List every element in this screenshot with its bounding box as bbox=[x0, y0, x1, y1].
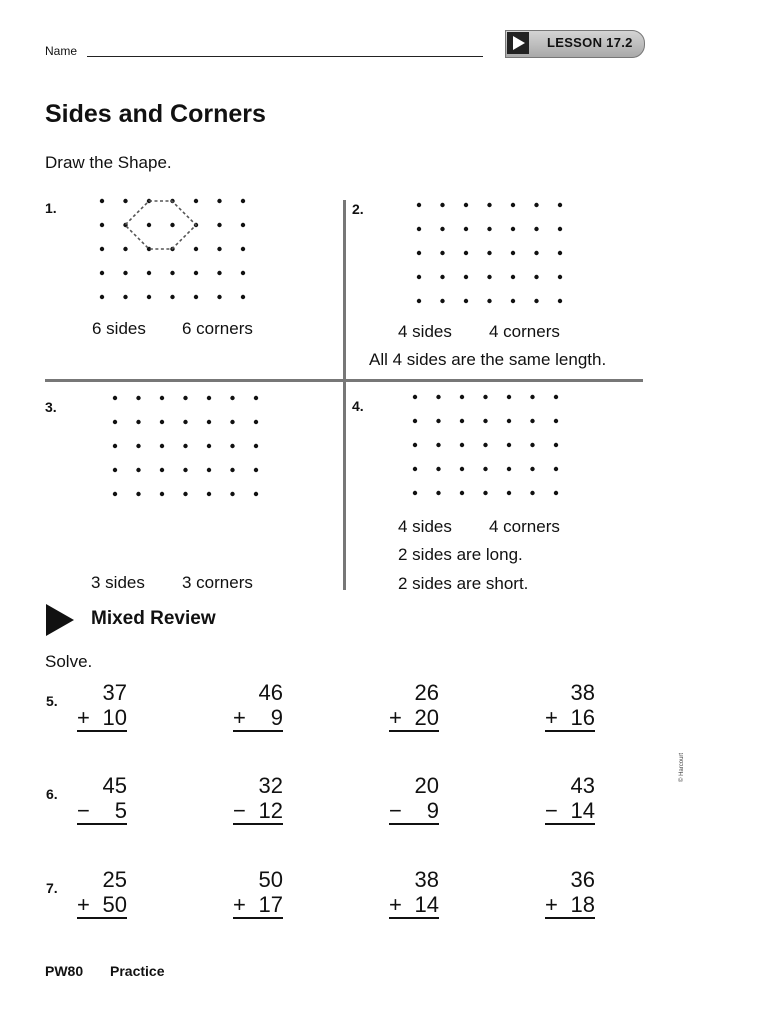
grid-dot bbox=[417, 299, 421, 303]
operator: + bbox=[545, 705, 558, 730]
answer-line bbox=[545, 705, 595, 732]
grid-dot bbox=[183, 420, 187, 424]
arithmetic-problem[interactable] bbox=[47, 680, 127, 732]
grid-dot bbox=[230, 468, 234, 472]
grid-dot bbox=[436, 491, 440, 495]
grid-dot bbox=[483, 395, 487, 399]
grid-dot bbox=[417, 275, 421, 279]
grid-dot bbox=[183, 492, 187, 496]
copyright: © Harcourt bbox=[679, 752, 685, 782]
dot-grid-1[interactable] bbox=[98, 197, 253, 303]
answer-line bbox=[545, 798, 595, 825]
problem-bottom-number: 10 bbox=[102, 705, 127, 730]
grid-dot bbox=[147, 271, 151, 275]
grid-dot bbox=[254, 420, 258, 424]
operator: + bbox=[77, 892, 90, 917]
grid-dot bbox=[530, 395, 534, 399]
grid-dot bbox=[136, 420, 140, 424]
grid-dot bbox=[160, 420, 164, 424]
divider-horizontal bbox=[45, 379, 643, 382]
grid-dot bbox=[194, 247, 198, 251]
problem-bottom-number: 14 bbox=[570, 798, 595, 823]
grid-dot bbox=[100, 199, 104, 203]
divider-vertical bbox=[343, 200, 346, 590]
page-title: Sides and Corners bbox=[45, 100, 266, 128]
arithmetic-problem[interactable] bbox=[515, 680, 595, 732]
grid-dot bbox=[113, 396, 117, 400]
arithmetic-problem[interactable] bbox=[515, 773, 595, 825]
grid-dot bbox=[113, 420, 117, 424]
grid-dot bbox=[464, 203, 468, 207]
problem-2-number: 2. bbox=[352, 201, 364, 217]
arithmetic-problem[interactable] bbox=[359, 773, 439, 825]
arithmetic-problem[interactable] bbox=[203, 773, 283, 825]
problem-2-hint: All 4 sides are the same length. bbox=[369, 350, 607, 369]
answer-line bbox=[77, 798, 127, 825]
grid-dot bbox=[511, 227, 515, 231]
review-row-number: 6. bbox=[46, 786, 58, 802]
grid-dot bbox=[530, 467, 534, 471]
grid-dot bbox=[507, 395, 511, 399]
operator: + bbox=[545, 892, 558, 917]
grid-dot bbox=[230, 492, 234, 496]
grid-dot bbox=[217, 271, 221, 275]
mixed-review-title: Mixed Review bbox=[91, 608, 216, 629]
grid-dot bbox=[507, 491, 511, 495]
grid-dot bbox=[507, 443, 511, 447]
grid-dot bbox=[123, 199, 127, 203]
grid-dot bbox=[487, 251, 491, 255]
problem-top-number: 38 bbox=[414, 867, 439, 892]
arithmetic-problem[interactable] bbox=[359, 867, 439, 919]
answer-line bbox=[77, 892, 127, 919]
grid-dot bbox=[440, 299, 444, 303]
dot-grid-2[interactable] bbox=[415, 201, 567, 307]
grid-dot bbox=[160, 444, 164, 448]
problem-4-hint-short: 2 sides are short. bbox=[398, 574, 529, 593]
grid-dot bbox=[440, 251, 444, 255]
problem-top-number: 43 bbox=[570, 773, 595, 798]
grid-dot bbox=[487, 227, 491, 231]
grid-dot bbox=[558, 203, 562, 207]
grid-dot bbox=[534, 275, 538, 279]
grid-dot bbox=[100, 295, 104, 299]
grid-dot bbox=[413, 419, 417, 423]
arithmetic-problem[interactable] bbox=[47, 867, 127, 919]
grid-dot bbox=[136, 444, 140, 448]
grid-dot bbox=[254, 444, 258, 448]
grid-dot bbox=[254, 396, 258, 400]
grid-dot bbox=[558, 251, 562, 255]
grid-dot bbox=[170, 223, 174, 227]
arithmetic-problem[interactable] bbox=[47, 773, 127, 825]
operator: + bbox=[389, 892, 402, 917]
arithmetic-problem[interactable] bbox=[359, 680, 439, 732]
grid-dot bbox=[554, 395, 558, 399]
play-icon bbox=[507, 32, 529, 54]
grid-dot bbox=[123, 247, 127, 251]
grid-dot bbox=[460, 491, 464, 495]
problem-bottom-number: 50 bbox=[102, 892, 127, 917]
grid-dot bbox=[194, 271, 198, 275]
problem-3-number: 3. bbox=[45, 399, 57, 415]
grid-dot bbox=[100, 223, 104, 227]
problem-bottom-number: 16 bbox=[570, 705, 595, 730]
problem-4-sides: 4 sides bbox=[398, 517, 452, 536]
grid-dot bbox=[558, 275, 562, 279]
grid-dot bbox=[241, 199, 245, 203]
answer-line bbox=[233, 798, 283, 825]
grid-dot bbox=[254, 468, 258, 472]
operator: + bbox=[389, 705, 402, 730]
arithmetic-problem[interactable] bbox=[515, 867, 595, 919]
grid-dot bbox=[440, 227, 444, 231]
operator: + bbox=[233, 705, 246, 730]
problem-bottom-number: 20 bbox=[414, 705, 439, 730]
grid-dot bbox=[241, 295, 245, 299]
grid-dot bbox=[194, 295, 198, 299]
problem-top-number: 25 bbox=[102, 867, 127, 892]
answer-line bbox=[389, 798, 439, 825]
grid-dot bbox=[464, 251, 468, 255]
problem-top-number: 37 bbox=[102, 680, 127, 705]
grid-dot bbox=[100, 271, 104, 275]
name-label: Name bbox=[45, 44, 78, 58]
problem-top-number: 36 bbox=[570, 867, 595, 892]
dot-grid-3[interactable] bbox=[111, 394, 263, 500]
grid-dot bbox=[217, 247, 221, 251]
grid-dot bbox=[534, 251, 538, 255]
grid-dot bbox=[207, 444, 211, 448]
grid-dot bbox=[436, 443, 440, 447]
grid-dot bbox=[100, 247, 104, 251]
operator: − bbox=[389, 798, 402, 823]
grid-dot bbox=[487, 203, 491, 207]
grid-dot bbox=[483, 491, 487, 495]
grid-dot bbox=[464, 227, 468, 231]
problem-top-number: 32 bbox=[258, 773, 283, 798]
problem-bottom-number: 5 bbox=[114, 798, 127, 823]
grid-dot bbox=[507, 419, 511, 423]
grid-dot bbox=[241, 271, 245, 275]
grid-dot bbox=[483, 467, 487, 471]
grid-dot bbox=[123, 295, 127, 299]
grid-dot bbox=[558, 227, 562, 231]
grid-dot bbox=[230, 444, 234, 448]
grid-dot bbox=[483, 419, 487, 423]
grid-dot bbox=[460, 395, 464, 399]
review-row-number: 5. bbox=[46, 693, 58, 709]
grid-dot bbox=[136, 492, 140, 496]
grid-dot bbox=[136, 468, 140, 472]
grid-dot bbox=[530, 419, 534, 423]
problem-4-hint-long: 2 sides are long. bbox=[398, 545, 523, 564]
grid-dot bbox=[136, 396, 140, 400]
problem-top-number: 20 bbox=[414, 773, 439, 798]
grid-dot bbox=[554, 467, 558, 471]
grid-dot bbox=[113, 444, 117, 448]
problem-bottom-number: 9 bbox=[270, 705, 283, 730]
dot-grid-4[interactable] bbox=[411, 393, 563, 499]
grid-dot bbox=[194, 199, 198, 203]
problem-4-number: 4. bbox=[352, 398, 364, 414]
answer-line bbox=[389, 705, 439, 732]
grid-dot bbox=[217, 295, 221, 299]
solve-instruction: Solve. bbox=[45, 652, 93, 671]
grid-dot bbox=[487, 275, 491, 279]
arithmetic-problem[interactable] bbox=[203, 680, 283, 732]
grid-dot bbox=[113, 468, 117, 472]
problem-bottom-number: 14 bbox=[414, 892, 439, 917]
grid-dot bbox=[241, 247, 245, 251]
grid-dot bbox=[230, 396, 234, 400]
grid-dot bbox=[183, 468, 187, 472]
problem-3-sides: 3 sides bbox=[91, 573, 145, 592]
grid-dot bbox=[413, 491, 417, 495]
grid-dot bbox=[217, 223, 221, 227]
grid-dot bbox=[230, 420, 234, 424]
grid-dot bbox=[207, 396, 211, 400]
grid-dot bbox=[511, 299, 515, 303]
grid-dot bbox=[413, 395, 417, 399]
grid-dot bbox=[460, 443, 464, 447]
grid-dot bbox=[183, 396, 187, 400]
review-row-number: 7. bbox=[46, 880, 58, 896]
problem-bottom-number: 17 bbox=[258, 892, 283, 917]
grid-dot bbox=[147, 223, 151, 227]
grid-dot bbox=[440, 203, 444, 207]
grid-dot bbox=[113, 492, 117, 496]
instruction: Draw the Shape. bbox=[45, 153, 172, 172]
grid-dot bbox=[241, 223, 245, 227]
grid-dot bbox=[436, 419, 440, 423]
problem-1-sides: 6 sides bbox=[92, 319, 146, 338]
operator: + bbox=[77, 705, 90, 730]
grid-dot bbox=[530, 443, 534, 447]
problem-bottom-number: 9 bbox=[426, 798, 439, 823]
example-hexagon bbox=[125, 201, 196, 249]
problem-1-corners: 6 corners bbox=[182, 319, 253, 338]
problem-2-sides: 4 sides bbox=[398, 322, 452, 341]
operator: − bbox=[545, 798, 558, 823]
grid-dot bbox=[554, 443, 558, 447]
grid-dot bbox=[530, 491, 534, 495]
problem-top-number: 50 bbox=[258, 867, 283, 892]
lesson-number: LESSON 17.2 bbox=[547, 35, 633, 50]
grid-dot bbox=[464, 299, 468, 303]
problem-top-number: 38 bbox=[570, 680, 595, 705]
grid-dot bbox=[217, 199, 221, 203]
grid-dot bbox=[558, 299, 562, 303]
grid-dot bbox=[511, 203, 515, 207]
problem-2-corners: 4 corners bbox=[489, 322, 560, 341]
grid-dot bbox=[507, 467, 511, 471]
grid-dot bbox=[534, 203, 538, 207]
grid-dot bbox=[160, 492, 164, 496]
grid-dot bbox=[511, 251, 515, 255]
grid-dot bbox=[254, 492, 258, 496]
grid-dot bbox=[413, 467, 417, 471]
grid-dot bbox=[160, 468, 164, 472]
answer-line bbox=[233, 892, 283, 919]
grid-dot bbox=[417, 227, 421, 231]
grid-dot bbox=[207, 492, 211, 496]
operator: − bbox=[233, 798, 246, 823]
grid-dot bbox=[511, 275, 515, 279]
answer-line bbox=[233, 705, 283, 732]
grid-dot bbox=[436, 395, 440, 399]
grid-dot bbox=[440, 275, 444, 279]
answer-line bbox=[77, 705, 127, 732]
grid-dot bbox=[483, 443, 487, 447]
problem-4-corners: 4 corners bbox=[489, 517, 560, 536]
problem-top-number: 26 bbox=[414, 680, 439, 705]
grid-dot bbox=[554, 419, 558, 423]
grid-dot bbox=[123, 271, 127, 275]
grid-dot bbox=[417, 203, 421, 207]
grid-dot bbox=[464, 275, 468, 279]
grid-dot bbox=[460, 467, 464, 471]
grid-dot bbox=[487, 299, 491, 303]
arithmetic-problem[interactable] bbox=[203, 867, 283, 919]
grid-dot bbox=[413, 443, 417, 447]
grid-dot bbox=[534, 227, 538, 231]
grid-dot bbox=[170, 271, 174, 275]
answer-line bbox=[545, 892, 595, 919]
section-arrow-icon bbox=[46, 604, 74, 641]
grid-dot bbox=[554, 491, 558, 495]
problem-bottom-number: 18 bbox=[570, 892, 595, 917]
problem-bottom-number: 12 bbox=[258, 798, 283, 823]
name-line[interactable] bbox=[87, 56, 483, 57]
problem-top-number: 46 bbox=[258, 680, 283, 705]
page-code: PW80 bbox=[45, 963, 84, 979]
grid-dot bbox=[460, 419, 464, 423]
grid-dot bbox=[436, 467, 440, 471]
footer-label: Practice bbox=[110, 963, 165, 979]
grid-dot bbox=[207, 468, 211, 472]
grid-dot bbox=[160, 396, 164, 400]
problem-3-corners: 3 corners bbox=[182, 573, 253, 592]
operator: + bbox=[233, 892, 246, 917]
answer-line bbox=[389, 892, 439, 919]
grid-dot bbox=[207, 420, 211, 424]
problem-top-number: 45 bbox=[102, 773, 127, 798]
grid-dot bbox=[417, 251, 421, 255]
grid-dot bbox=[170, 295, 174, 299]
grid-dot bbox=[147, 295, 151, 299]
problem-1-number: 1. bbox=[45, 200, 57, 216]
operator: − bbox=[77, 798, 90, 823]
grid-dot bbox=[534, 299, 538, 303]
grid-dot bbox=[183, 444, 187, 448]
